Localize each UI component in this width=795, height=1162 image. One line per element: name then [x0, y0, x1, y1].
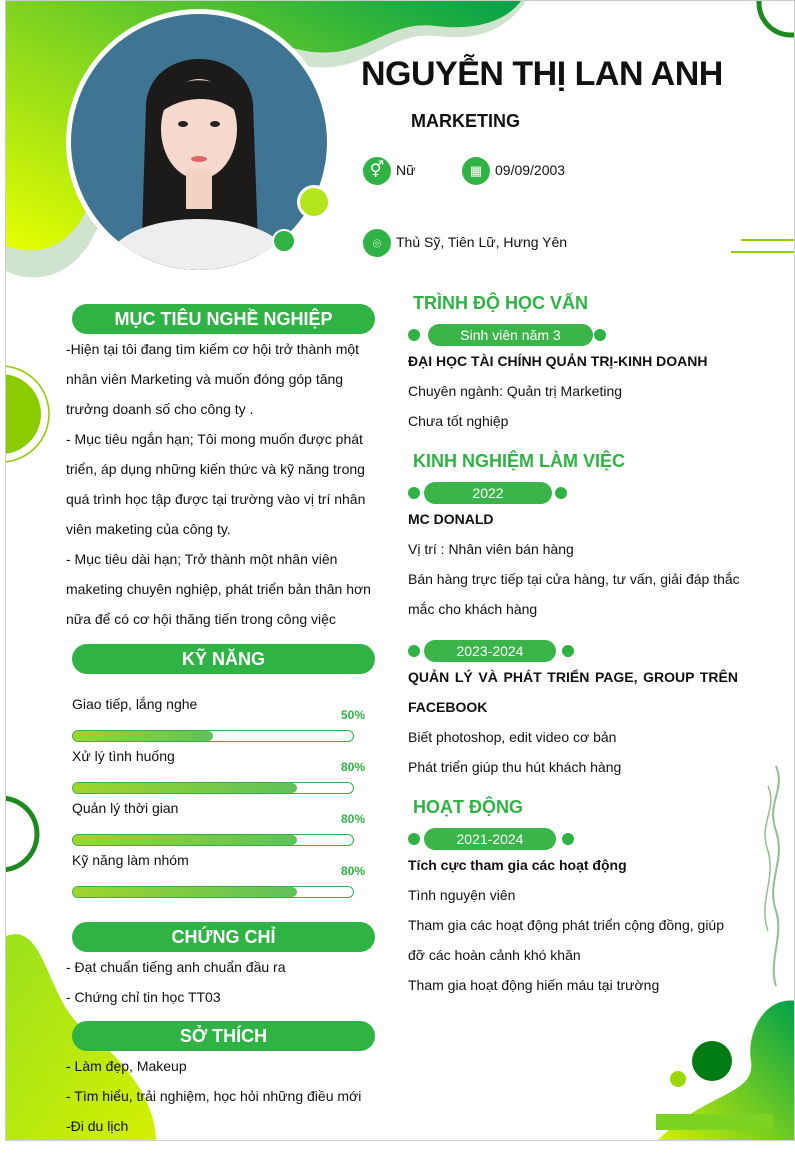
skill-percent: 50%	[340, 708, 365, 722]
skill-name: Xử lý tình huống	[72, 748, 175, 764]
skill-progress-bar	[72, 834, 354, 846]
skill-name: Kỹ năng làm nhóm	[72, 852, 189, 868]
bullet-dot	[562, 645, 574, 657]
job-details: Vị trí : Nhân viên bán hàng Bán hàng trực tiếp tại cửa hàng, tư vấn, giải đáp thắc mắc cho khách hàng	[408, 541, 740, 617]
bullet-dot	[408, 329, 420, 341]
section-skills-title: KỸ NĂNG	[72, 644, 375, 674]
skill-progress-fill	[73, 887, 297, 897]
bullet-dot	[408, 833, 420, 845]
bullet-dot	[594, 329, 606, 341]
job-company: MC DONALD	[408, 511, 494, 527]
full-name: NGUYỄN THỊ LAN ANH	[361, 55, 723, 93]
section-objective-title: MỤC TIÊU NGHỀ NGHIỆP	[72, 304, 375, 334]
job-tag: 2023-2024	[424, 640, 556, 662]
certificates-list: - Đạt chuẩn tiếng anh chuẩn đầu ra - Chứng chỉ tin học TT03	[66, 959, 286, 1005]
section-education-title: TRÌNH ĐỘ HỌC VẤN	[413, 293, 588, 313]
skill-progress-bar	[72, 730, 354, 742]
section-activities-title: HOẠT ĐỘNG	[413, 797, 523, 817]
location-icon: ⌾	[363, 229, 391, 257]
dob-value: 09/09/2003	[495, 162, 566, 178]
skill-name: Quản lý thời gian	[72, 800, 179, 816]
job-tag: 2022	[424, 482, 552, 504]
hobbies-list: - Làm đẹp, Makeup - Tìm hiểu, trải nghiệm, học hỏi những điều mới -Đi du lịch	[66, 1058, 362, 1134]
decor-dot	[272, 229, 296, 253]
bullet-dot	[408, 645, 420, 657]
job-details: Biết photoshop, edit video cơ bản Phát triển giúp thu hút khách hàng	[408, 729, 622, 775]
bullet-dot	[562, 833, 574, 845]
section-hobbies-title: SỞ THÍCH	[72, 1021, 375, 1051]
job-company: QUẢN LÝ VÀ PHÁT TRIỂN PAGE, GROUP TRÊN	[408, 669, 738, 685]
decor-dot	[297, 185, 331, 219]
education-tag: Sinh viên năm 3	[428, 324, 593, 346]
skill-progress-fill	[73, 835, 297, 845]
skill-progress-bar	[72, 886, 354, 898]
job-company-cont: FACEBOOK	[408, 699, 488, 715]
cv-page	[5, 0, 795, 1141]
activities-tag: 2021-2024	[424, 828, 556, 850]
skill-progress-fill	[73, 731, 213, 741]
school-name: ĐẠI HỌC TÀI CHÍNH QUẢN TRỊ-KINH DOANH	[408, 353, 708, 369]
skill-name: Giao tiếp, lắng nghe	[72, 696, 198, 712]
objective-text: -Hiện tại tôi đang tìm kiếm cơ hội trở thành một nhân viên Marketing và muốn đóng góp tăng trưởng doanh số cho công ty . - Mục tiêu ngắn hạn; Tôi mong muốn được phát triển, áp dụng những kiến thức và kỹ năng trong quá trình học tập được tại trường vào vị trí nhân viên maketing của công ty. - Mục tiêu dài hạn; Trở thành một nhân viên maketing chuyên nghiệp, phát triển bản thân hơn nữa để có cơ hội thăng tiến trong công việc	[66, 341, 371, 627]
gender-value: Nữ	[396, 162, 416, 178]
gender-icon: ⚥	[363, 157, 391, 185]
activities-details: Tình nguyện viên Tham gia các hoạt động phát triển cộng đồng, giúp đỡ các hoàn cảnh khó khăn Tham gia hoạt động hiến máu tại trường	[408, 887, 724, 993]
skill-percent: 80%	[340, 812, 365, 826]
bullet-dot	[555, 487, 567, 499]
job-title: MARKETING	[411, 111, 520, 131]
address-value: Thủ Sỹ, Tiên Lữ, Hưng Yên	[396, 234, 568, 250]
section-experience-title: KINH NGHIỆM LÀM VIỆC	[413, 451, 626, 471]
education-details: Chuyên ngành: Quản trị Marketing Chưa tốt nghiệp	[408, 383, 623, 429]
activities-heading: Tích cực tham gia các hoạt động	[408, 857, 627, 873]
bullet-dot	[408, 487, 420, 499]
skill-percent: 80%	[340, 760, 365, 774]
skill-percent: 80%	[340, 864, 365, 878]
skill-progress-fill	[73, 783, 297, 793]
section-certificates-title: CHỨNG CHỈ	[72, 922, 375, 952]
calendar-icon: ▦	[462, 157, 490, 185]
skill-progress-bar	[72, 782, 354, 794]
